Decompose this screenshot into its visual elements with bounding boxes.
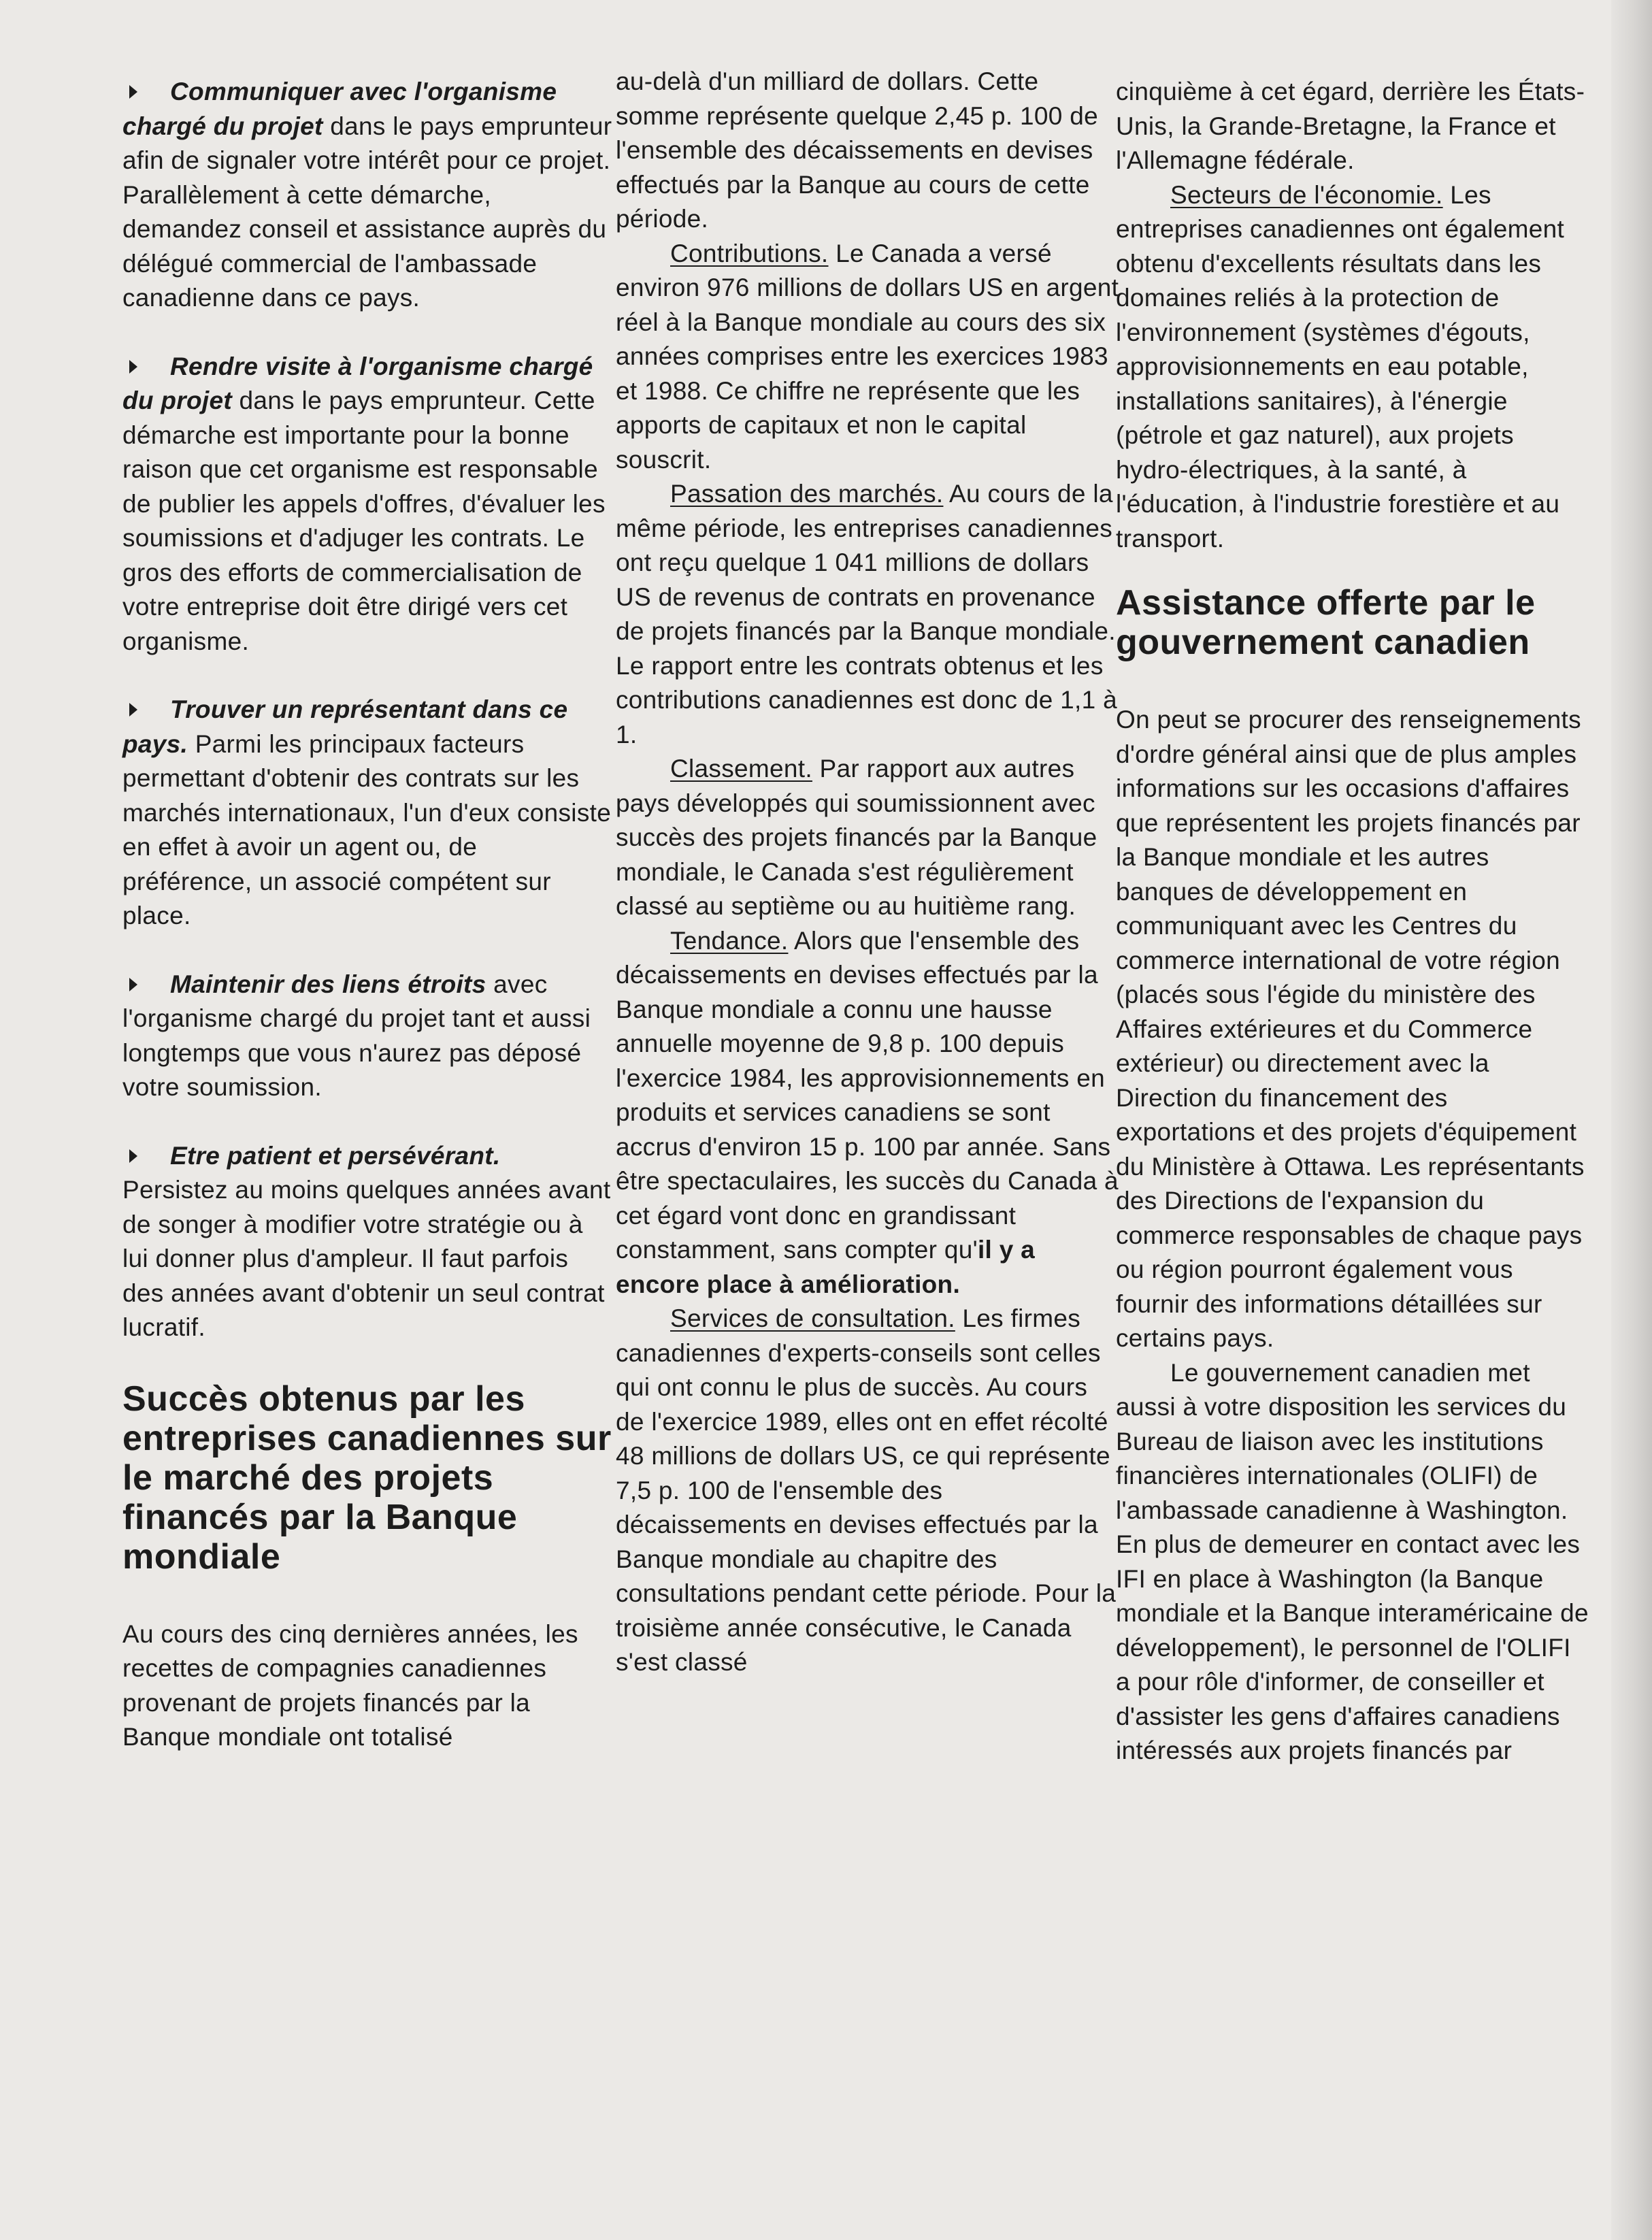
- paragraph-body: Alors que l'ensemble des décaissements en devises effectués par la Banque mondiale a connu une hausse annuelle moyenne de 9,8 p. 100 depuis l'exercice 1984, les approvisionnements en produits et services canadiens se sont accrus d'environ 15 p. 100 par année. Sans être spectaculaires, les succès du Canada à cet égard vont donc en grandissant constamment, sans compter qu': [616, 926, 1119, 1264]
- bullet-item: [122, 75, 612, 316]
- paragraph-head: Passation des marchés.: [670, 480, 944, 508]
- bullet-body: avec l'organisme chargé du projet tant et aussi longtemps que vous n'aurez pas déposé votre soumission.: [122, 970, 591, 1101]
- paragraph-contributions: [616, 237, 1119, 478]
- bullet-item: [122, 1139, 612, 1345]
- paragraph-ranking: [616, 752, 1119, 924]
- bullet-body: Persistez au moins quelques années avant de songer à modifier votre stratégie ou à lui donner plus d'ampleur. Il faut parfois des années avant d'obtenir un seul contrat lucratif.: [122, 1176, 611, 1341]
- column-2: [616, 65, 1119, 1680]
- page-edge-shadow: [1611, 0, 1652, 2240]
- paragraph-body: Par rapport aux autres pays développés qui soumissionnent avec succès des projets financés par la Banque mondiale, le Canada s'est régulièrement classé au septième ou au huitième rang.: [616, 755, 1097, 920]
- paragraph-head: Classement.: [670, 755, 812, 783]
- bullet-body: Parmi les principaux facteurs permettant d'obtenir des contrats sur les marchés internationaux, l'un d'eux consiste en effet à avoir un agent ou, de préférence, un associé compétent sur place.: [122, 729, 612, 929]
- triangle-bullet-icon: [129, 978, 137, 991]
- intro-paragraph: Au cours des cinq dernières années, les recettes de compagnies canadiennes provenant de projets financés par la Banque mondiale ont totalisé: [122, 1619, 578, 1751]
- assistance-paragraph-1: On peut se procurer des renseignements d'ordre général ainsi que de plus amples informations sur les occasions d'affaires que représentent les projets financés par la Banque mondiale et les autres banques de développement en communiquant avec les Centres du commerce international de votre région (placés sous l'égide du ministère des Affaires extérieures et du Commerce extérieur) ou directement avec la Direction du financement des exportations et des projets d'équipement du Ministère à Ottawa. Les représentants des Directions de l'expansion du commerce responsables de chaque pays ou région pourront également vous fournir des informations détaillées sur certains pays.: [1116, 706, 1585, 1352]
- section-heading-success: Succès obtenus par les entreprises canadiennes sur le marché des projets financés par la Banque mondiale: [122, 1379, 612, 1577]
- triangle-bullet-icon: [129, 1149, 137, 1163]
- paragraph-consulting: [616, 1302, 1119, 1680]
- triangle-bullet-icon: [129, 703, 137, 717]
- bullet-head: Rendre visite à l'organisme chargé du projet: [122, 352, 593, 414]
- paragraph-head: Contributions.: [670, 239, 829, 267]
- triangle-bullet-icon: [129, 85, 137, 99]
- bullet-head: Maintenir des liens étroits: [170, 970, 486, 998]
- triangle-bullet-icon: [129, 360, 137, 374]
- column-1: [122, 75, 612, 1755]
- paragraph-body: Le Canada a versé environ 976 millions de dollars US en argent réel à la Banque mondiale au cours des six années comprises entre les exercices 1983 et 1988. Ce chiffre ne représente que les apports de capitaux et non le capital souscrit.: [616, 239, 1119, 474]
- continuation-paragraph: cinquième à cet égard, derrière les États-Unis, la Grande-Bretagne, la France et l'Allemagne fédérale.: [1116, 78, 1585, 174]
- paragraph-bold-tail: il y a encore place à amélioration.: [616, 1236, 1036, 1298]
- bullet-head: Communiquer avec l'organisme chargé du projet: [122, 78, 557, 140]
- paragraph-sectors: [1116, 178, 1592, 557]
- bullet-body: dans le pays emprunteur. Cette démarche est importante pour la bonne raison que cet organisme est responsable de publier les appels d'offres, d'évaluer les soumissions et d'adjuger les contrats. Le gros des efforts de commercialisation de votre entreprise doit être dirigé vers cet organisme.: [122, 386, 606, 655]
- paragraph-head: Secteurs de l'économie.: [1170, 180, 1443, 209]
- paragraph-head: Services de consultation.: [670, 1304, 955, 1332]
- paragraph-body: Les firmes canadiennes d'experts-conseils sont celles qui ont connu le plus de succès. Au cours de l'exercice 1989, elles ont en effet récolté 48 millions de dollars US, ce qui représente 7,5 p. 100 de l'ensemble des décaissements en devises effectués par la Banque mondiale au chapitre des consultations pendant cette période. Pour la troisième année consécutive, le Canada s'est classé: [616, 1304, 1117, 1676]
- paragraph-head: Tendance.: [670, 926, 789, 955]
- continuation-paragraph: au-delà d'un milliard de dollars. Cette somme représente quelque 2,45 p. 100 de l'ensemble des décaissements en devises effectués par la Banque au cours de cette période.: [616, 67, 1099, 233]
- paragraph-body: Les entreprises canadiennes ont également obtenu d'excellents résultats dans les domaines reliés à la protection de l'environnement (systèmes d'égouts, approvisionnements en eau potable, installations sanitaires), à l'énergie (pétrole et gaz naturel), aux projets hydro-électriques, à la santé, à l'éducation, à l'industrie forestière et au transport.: [1116, 180, 1565, 553]
- bullet-body: dans le pays emprunteur afin de signaler votre intérêt pour ce projet. Parallèlement à cette démarche, demandez conseil et assistance auprès du délégué commercial de l'ambassade canadienne dans ce pays.: [122, 112, 612, 312]
- section-heading-assistance: Assistance offerte par le gouvernement canadien: [1116, 583, 1536, 662]
- bullet-head: Trouver un représentant dans ce pays.: [122, 695, 568, 758]
- bullet-item: [122, 693, 612, 934]
- bullet-item: [122, 968, 612, 1105]
- bullet-head: Etre patient et persévérant.: [170, 1141, 501, 1170]
- paragraph-trend: [616, 924, 1119, 1302]
- column-3: [1116, 75, 1592, 1768]
- assistance-paragraph-2: Le gouvernement canadien met aussi à votre disposition les services du Bureau de liaison avec les institutions financières internationales (OLIFI) de l'ambassade canadienne à Washington. En plus de demeurer en contact avec les IFI en place à Washington (la Banque mondiale et la Banque interaméricaine de développement), le personnel de l'OLIFI a pour rôle d'informer, de conseiller et d'assister les gens d'affaires canadiens intéressés aux projets financés par: [1116, 1358, 1589, 1764]
- bullet-item: [122, 350, 612, 659]
- paragraph-procurement: [616, 477, 1119, 752]
- paragraph-body: Au cours de la même période, les entreprises canadiennes ont reçu quelque 1 041 millions de dollars US de revenus de contrats en provenance de projets financés par la Banque mondiale. Le rapport entre les contrats obtenus et les contributions canadiennes est donc de 1,1 à 1.: [616, 480, 1117, 748]
